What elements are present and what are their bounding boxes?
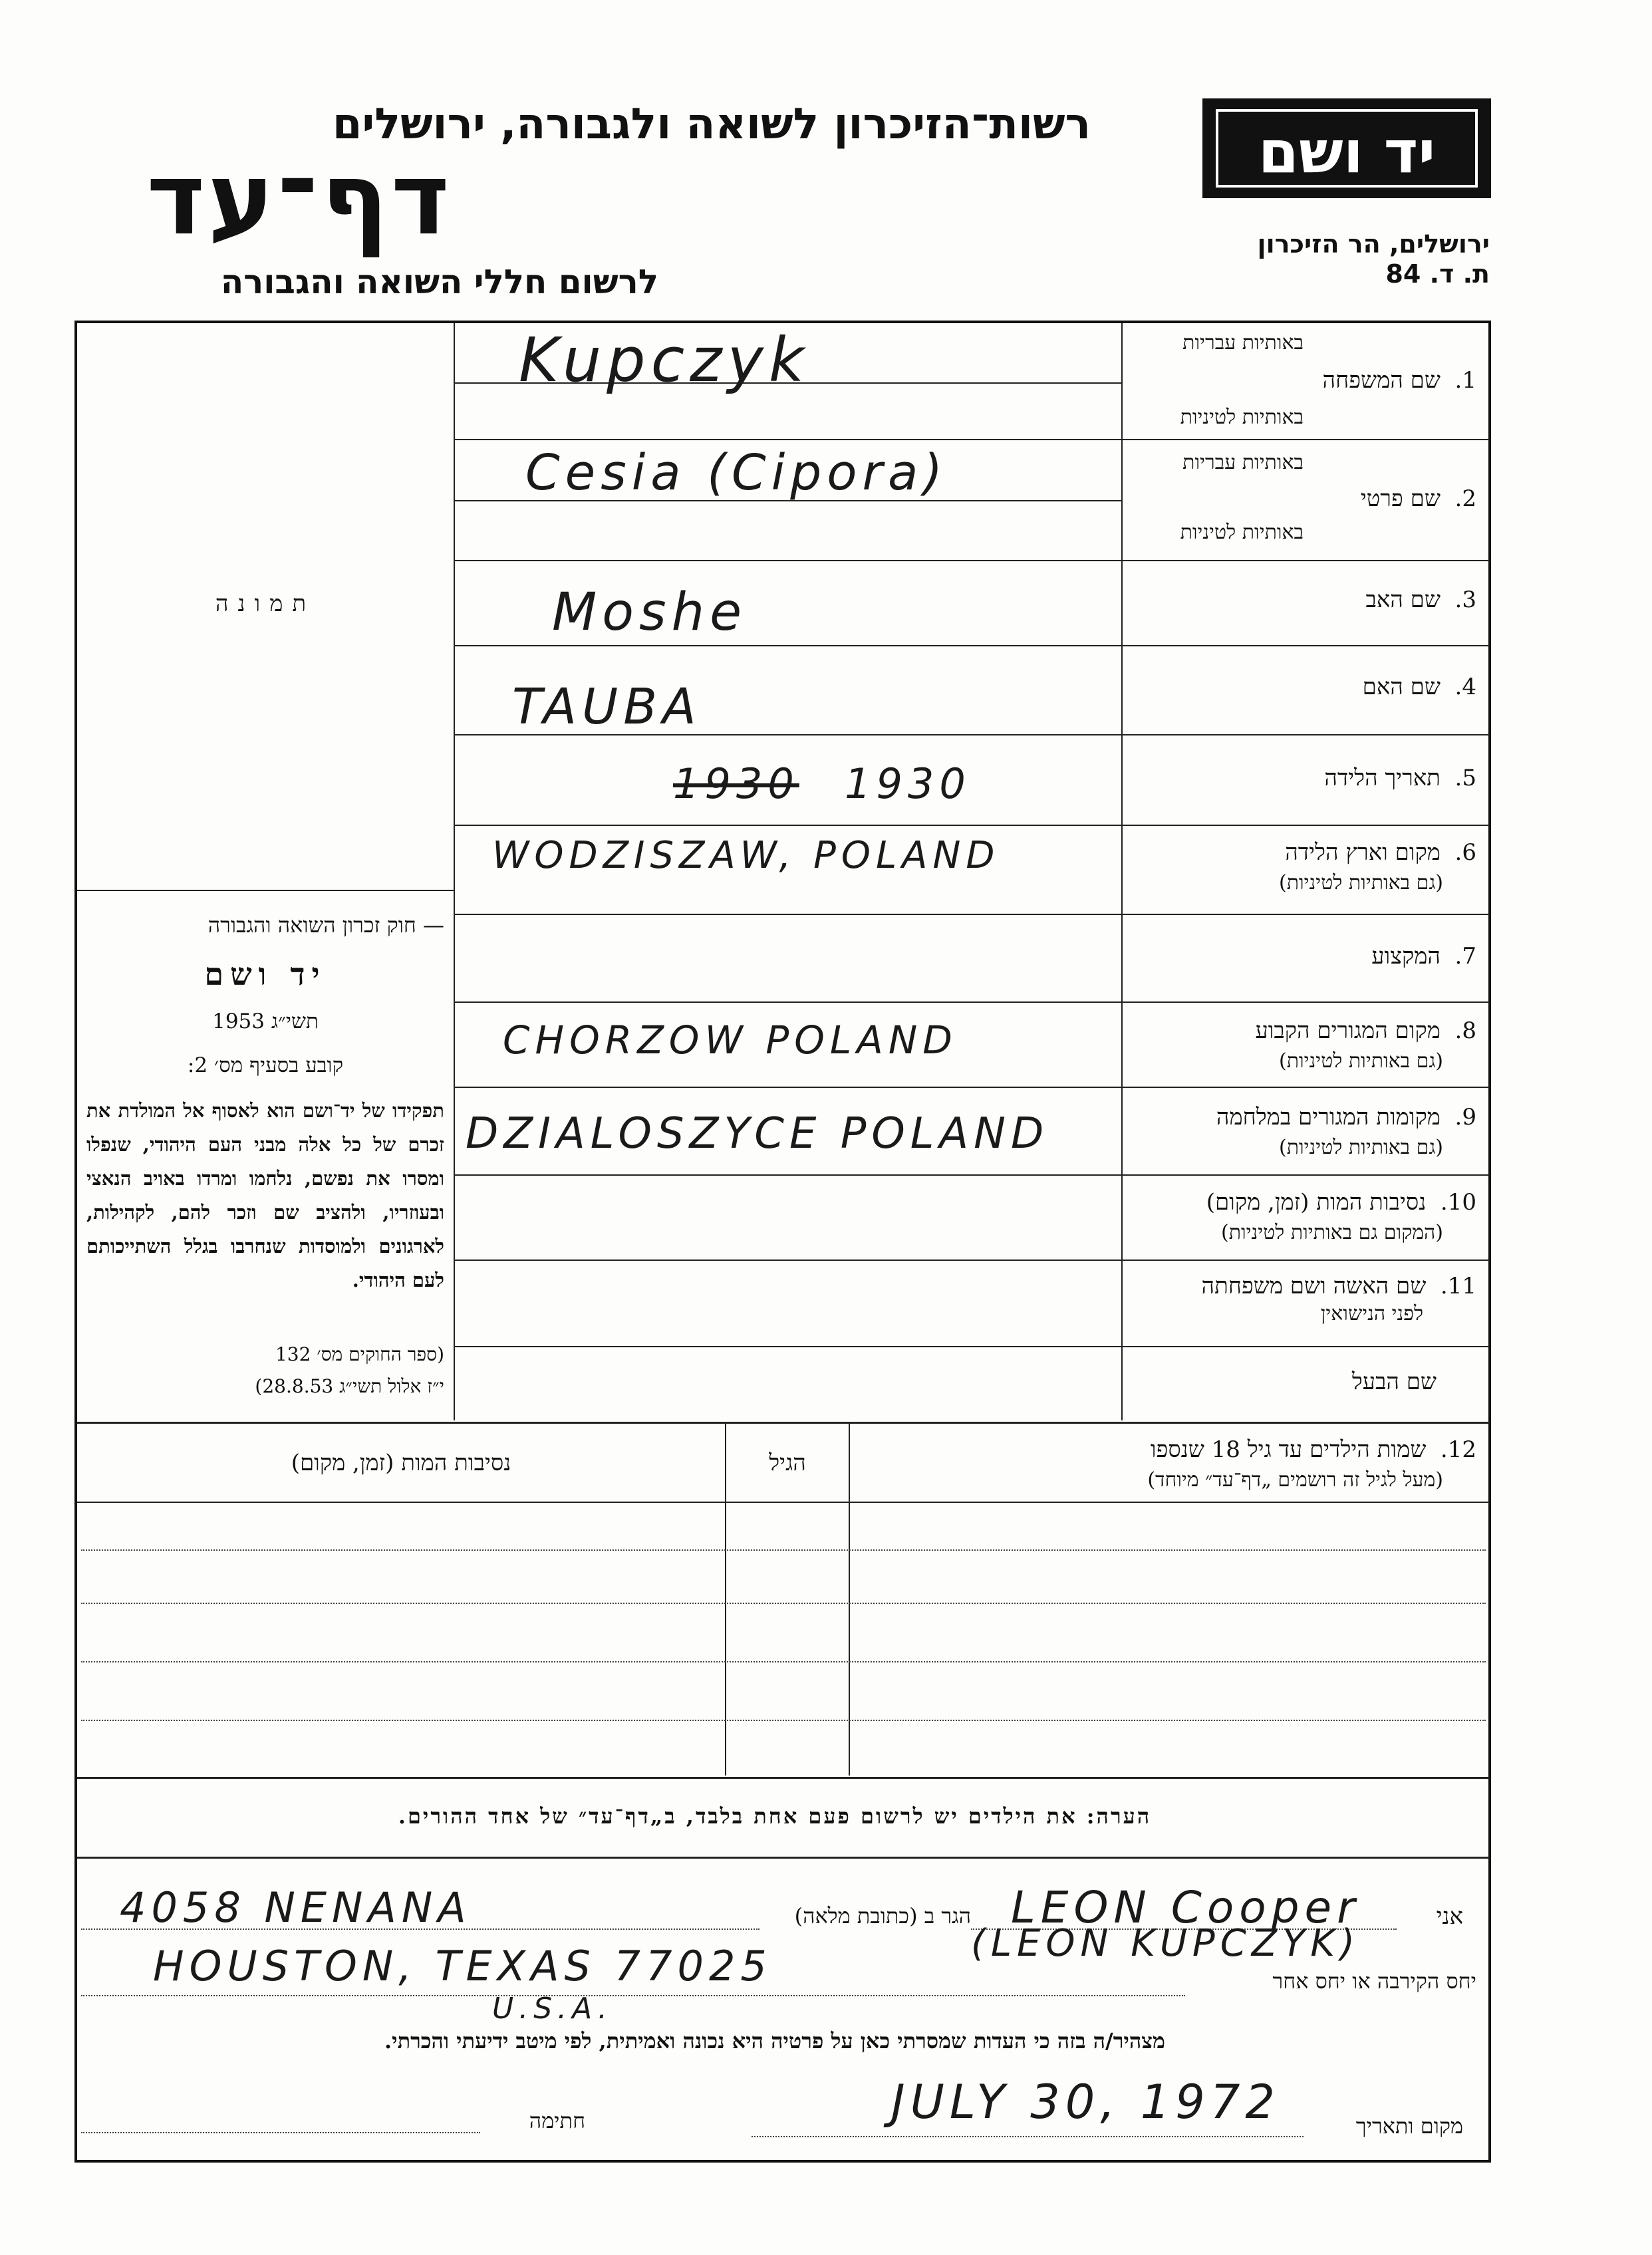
- field-4-label: [1131, 674, 1476, 700]
- row-line: [454, 825, 1490, 826]
- row-line: [454, 439, 1490, 440]
- logo-text: יד ושם: [1216, 109, 1478, 188]
- field-4-number: 4.: [1454, 674, 1476, 700]
- field-5-struck: 1930: [673, 759, 799, 808]
- children-row-line: [81, 1720, 1486, 1721]
- children-header-line: [77, 1502, 1490, 1503]
- address-line-2-value[interactable]: HOUSTON, TEXAS 77025: [153, 1942, 772, 1990]
- declarant-name[interactable]: LEON Cooper: [1011, 1882, 1361, 1933]
- field-8-label: [1131, 1017, 1476, 1044]
- field-6-label: [1131, 839, 1476, 866]
- age-header: הגיל: [769, 1450, 806, 1476]
- field-6-number: 6.: [1454, 839, 1476, 866]
- relation-line: [81, 1995, 1185, 1996]
- field-6-sub-bottom: (גם באותיות לטיניות): [1279, 871, 1443, 894]
- field-7-label: [1131, 943, 1476, 970]
- row-line: [454, 1001, 1490, 1003]
- field-1-value[interactable]: Kupczyk: [519, 325, 810, 396]
- row-line: [454, 1346, 1490, 1347]
- field-11-label: [1131, 1273, 1476, 1299]
- row-line: [454, 560, 1490, 561]
- place-date-value[interactable]: JULY 30, 1972: [891, 2075, 1280, 2129]
- field-1-sub-top: באותיות עבריות: [1182, 331, 1304, 354]
- children-bottom-line: [77, 1777, 1490, 1779]
- field-8-sub-bottom: (גם באותיות לטיניות): [1279, 1049, 1443, 1073]
- children-top-line: [77, 1422, 1490, 1424]
- field-11-text: שם האשה ושם משפחתה: [1201, 1273, 1427, 1299]
- field-9-sub-bottom: (גם באותיות לטיניות): [1279, 1136, 1443, 1159]
- field-6-value[interactable]: WODZISZAW, POLAND: [492, 834, 1000, 877]
- field-3-text: שם האב: [1365, 587, 1441, 613]
- law-body: תפקידו של יד־ושם הוא לאסוף אל המולדת את זכרם של כל אלה מבני העם היהודי, שנפלו ומסרו את נפשם, נלחמו ומרדו באויב הנאצי ובעוזריו, ולהציב שם וזכר להם, לקהילות, לארגונים ולמוסדות שנחרבו בגלל השתייכותם לעם היהודי.: [86, 1099, 444, 1291]
- field-5-number: 5.: [1454, 765, 1476, 791]
- address-line-3-value[interactable]: U.S.A.: [492, 1992, 613, 2026]
- address-line-1-value[interactable]: 4058 NENANA: [120, 1883, 472, 1932]
- place-date-line: [752, 2136, 1304, 2137]
- yad-vashem-logo: [1202, 98, 1491, 198]
- field-9-value[interactable]: DZIALOSZYCE POLAND: [466, 1109, 1049, 1158]
- row-line: [454, 1174, 1490, 1176]
- field-7-text: המקצוע: [1371, 943, 1441, 970]
- place-date-label: מקום ותאריך: [1355, 2113, 1463, 2139]
- field-1-sub-bottom: באותיות לטיניות: [1180, 406, 1304, 429]
- field-5-text: תאריך הלידה: [1324, 765, 1441, 791]
- field-9-text: מקומות המגורים במלחמה: [1216, 1104, 1441, 1130]
- field-7-number: 7.: [1454, 943, 1476, 970]
- field-2-text: שם פרטי: [1360, 485, 1441, 512]
- field-2-value[interactable]: Cesia (Cipora): [525, 444, 948, 501]
- field-8-text: מקום המגורים הקבוע: [1255, 1017, 1441, 1044]
- children-row-line: [81, 1661, 1486, 1662]
- row-line: [454, 914, 1490, 915]
- field-9-label: [1131, 1104, 1476, 1130]
- field-8-number: 8.: [1454, 1017, 1476, 1044]
- field-3-value[interactable]: Moshe: [552, 583, 748, 642]
- declaration-text: מצהיר/ה בזה כי העדות שמסרתי כאן על פרטיה היא נכונה ואמיתית, לפי מיטב ידיעתי והכרתי.: [384, 2028, 1165, 2054]
- note-bottom-line: [77, 1857, 1490, 1859]
- field-5-value[interactable]: 1930: [845, 759, 971, 808]
- field-5-label: [1131, 765, 1476, 791]
- law-source-1: (ספר החוקים מס׳ 132: [275, 1343, 444, 1365]
- field-10-number: 10.: [1440, 1189, 1476, 1216]
- i-label: אני: [1436, 1903, 1463, 1930]
- field-4-text: שם האם: [1362, 674, 1441, 700]
- field-2-sub-bottom: באותיות לטיניות: [1180, 521, 1304, 544]
- signature-label: חתימה: [529, 2108, 585, 2133]
- children-col-name: [849, 1423, 850, 1776]
- children-note: הערה: את הילדים יש לרשום פעם אחת בלבד, ב„דף־עד״ של אחד ההורים.: [398, 1803, 1152, 1829]
- law-title: יד ושם: [204, 956, 327, 992]
- org-title: רשות־הזיכרון לשואה ולגבורה, ירושלים: [332, 100, 1091, 149]
- form-title: דף־עד: [146, 142, 452, 257]
- field-1-label: [1131, 367, 1476, 394]
- field-10-label: [1131, 1189, 1476, 1216]
- field-10-sub-bottom: (המקום גם באותיות לטיניות): [1220, 1221, 1443, 1244]
- children-text: שמות הילדים עד גיל 18 שנספו: [1150, 1436, 1427, 1463]
- address-line-1: ירושלים, הר הזיכרון: [1257, 229, 1490, 259]
- divider-label-column: [1121, 323, 1123, 1420]
- divider-left-panel: [454, 323, 455, 1420]
- field-8-value[interactable]: CHORZOW POLAND: [503, 1017, 958, 1063]
- relation-label: יחס הקירבה או יחס אחר: [1272, 1968, 1476, 1994]
- field-2-sub-top: באותיות עבריות: [1182, 451, 1304, 474]
- death-header: נסיבות המות (זמן, מקום): [291, 1450, 511, 1476]
- form-subtitle: לרשום חללי השואה והגבורה: [220, 263, 658, 301]
- row-line: [454, 1087, 1490, 1088]
- field-6-text: מקום וארץ הלידה: [1285, 839, 1441, 866]
- resides-label: הגר ב (כתובת מלאה): [794, 1903, 971, 1928]
- field-2-label: [1131, 485, 1476, 512]
- field-1-number: 1.: [1454, 367, 1476, 394]
- field-3-number: 3.: [1454, 587, 1476, 613]
- law-heading: — חוק זכרון השואה והגבורה: [207, 912, 444, 938]
- photo-label: תמונה: [215, 591, 316, 617]
- law-year: תשי״ג 1953: [212, 1009, 319, 1033]
- field-11-number: 11.: [1440, 1273, 1476, 1299]
- children-label: [858, 1436, 1476, 1463]
- children-row-line: [81, 1549, 1486, 1551]
- field-11-sub-bottom: לפני הנישואין: [1320, 1302, 1423, 1325]
- field-10-text: נסיבות המות (זמן, מקום): [1206, 1189, 1427, 1216]
- children-number: 12.: [1440, 1436, 1476, 1463]
- field-1-text: שם המשפחה: [1322, 367, 1441, 394]
- law-source-2: י״ז אלול תשי״ג 28.8.53): [255, 1375, 444, 1397]
- law-clause: קובע בסעיף מס׳ 2:: [187, 1053, 344, 1077]
- field-3-label: [1131, 587, 1476, 613]
- address-line-2: ת. ד. 84: [1385, 259, 1490, 289]
- field-9-number: 9.: [1454, 1104, 1476, 1130]
- children-sub: (מעל לגיל זה רושמים „דף־עד״ מיוחד): [1147, 1468, 1443, 1492]
- declarant-name-alt[interactable]: (LEON KUPCZYK): [971, 1922, 1360, 1965]
- signature-line: [81, 2132, 480, 2133]
- row-line: [454, 1260, 1490, 1261]
- photo-divider: [77, 890, 454, 891]
- field-4-value[interactable]: TAUBA: [512, 678, 702, 735]
- field-2-number: 2.: [1454, 485, 1476, 512]
- husband-label: שם הבעל: [1351, 1369, 1437, 1395]
- children-row-line: [81, 1603, 1486, 1604]
- row-line: [454, 645, 1490, 646]
